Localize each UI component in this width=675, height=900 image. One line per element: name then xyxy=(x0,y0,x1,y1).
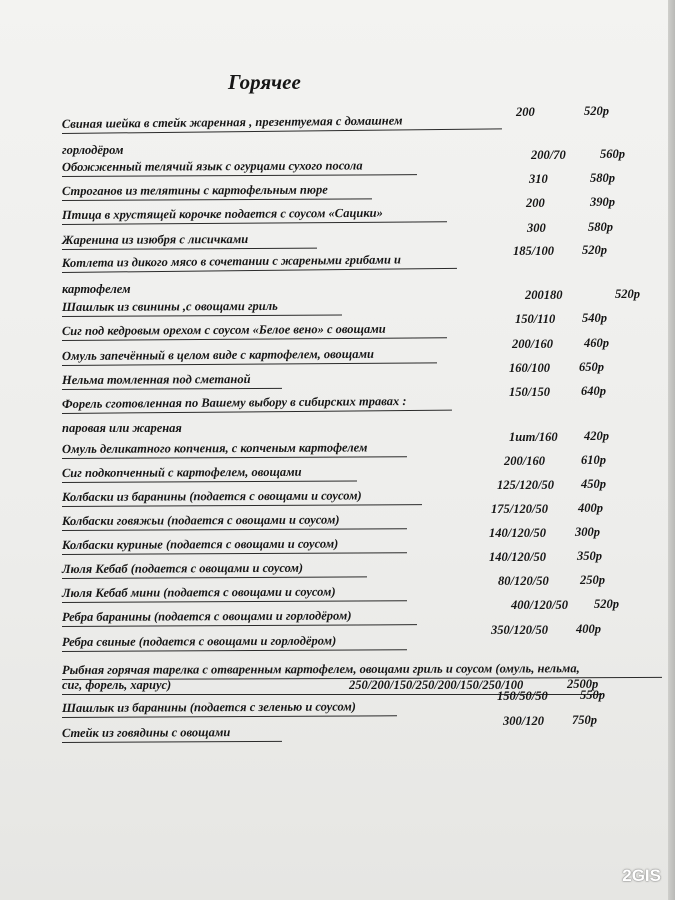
menu-item-portion: 200 xyxy=(516,105,535,119)
menu-item-portion: 150/50/50 xyxy=(497,689,548,703)
menu-item-price: 580р xyxy=(590,171,615,185)
menu-item-name: Омуль деликатного копчения, с копченым картофелем xyxy=(62,440,407,459)
menu-item-portion: 400/120/50 xyxy=(511,598,568,612)
watermark-logo: 2GIS xyxy=(622,866,661,885)
menu-item-portion: 350/120/50 xyxy=(491,623,548,637)
menu-item-price: 540р xyxy=(582,311,607,325)
menu-item-price: 520р xyxy=(615,287,640,301)
menu-item-portion: 200/70 xyxy=(531,148,566,162)
menu-item-name: Сиг под кедровым орехом с соусом «Белое вено» с овощами xyxy=(62,321,447,341)
menu-item-price: 650р xyxy=(579,360,604,374)
menu-item-name: Омуль запечённый в целом виде с картофелем, овощами xyxy=(62,346,437,366)
menu-item-price: 750р xyxy=(572,713,597,727)
menu-item-name: Колбаски говяжьи (подается с овощами и соусом) xyxy=(62,512,407,531)
menu-item-price: 420р xyxy=(584,429,609,443)
menu-item-price: 550р xyxy=(580,688,605,702)
menu-item-name: Нельма томленная под сметаной xyxy=(62,372,282,390)
menu-item-price: 520р xyxy=(582,243,607,257)
menu-item-price: 460р xyxy=(584,336,609,350)
menu-item-price: 610р xyxy=(581,453,606,467)
menu-item-name-continued: горлодёром xyxy=(62,143,124,157)
menu-item-price: 250р xyxy=(580,573,605,587)
menu-item-name: Жаренина из изюбря с лисичками xyxy=(62,232,317,250)
menu-item-name: Люля Кебаб мини (подается с овощами и соусом) xyxy=(62,584,407,603)
menu-item-portion: 300/120 xyxy=(503,714,544,728)
menu-item-portion: 200/160 xyxy=(504,454,545,468)
menu-item-portion: 200180 xyxy=(525,288,563,302)
menu-item-name: Колбаски из баранины (подается с овощами и соусом) xyxy=(62,488,422,507)
menu-item-portion: 310 xyxy=(529,172,548,186)
menu-item-name: Котлета из дикого мясо в сочетании с жареными грибами и xyxy=(62,252,457,273)
menu-item-name: Свиная шейка в стейк жаренная , презентуемая с домашнем xyxy=(62,112,502,134)
menu-item-name: Птица в хрустящей корочке подается с соусом «Сацики» xyxy=(62,205,447,225)
menu-item-name: Шашлык из баранины (подается с зеленью и соусом) xyxy=(62,699,397,718)
menu-item-name-continued: сиг, форель, хариус) xyxy=(62,678,602,695)
menu-item-name: Колбаски куриные (подается с овощами и соусом) xyxy=(62,536,407,555)
menu-item-price: 580р xyxy=(588,220,613,234)
menu-item-portion: 185/100 xyxy=(513,244,554,258)
menu-item-portion: 150/110 xyxy=(515,312,556,326)
menu-item-name: Рыбная горячая тарелка с отваренным картофелем, овощами гриль и соусом (омуль, нельма, xyxy=(62,661,662,680)
menu-item-portion: 140/120/50 xyxy=(489,550,546,564)
menu-item-price: 450р xyxy=(581,477,606,491)
menu-item-price: 400р xyxy=(578,501,603,515)
menu-item-portion: 80/120/50 xyxy=(498,574,549,588)
menu-item-price: 2500р xyxy=(567,677,599,691)
menu-item-name: Строганов из телятины с картофельным пюре xyxy=(62,182,372,201)
menu-item-price: 400р xyxy=(576,622,601,636)
menu-item-portion: 175/120/50 xyxy=(491,502,548,516)
menu-item-portion: 200 xyxy=(526,196,545,210)
page-edge xyxy=(668,0,675,900)
menu-item-name: Ребра баранины (подается с овощами и горлодёром) xyxy=(62,608,417,627)
menu-item-price: 520р xyxy=(594,597,619,611)
menu-item-portion: 200/160 xyxy=(512,337,553,351)
menu-item-name: Стейк из говядины с овощами xyxy=(62,725,282,743)
menu-item-name: Обожженный телячий язык с огурцами сухого посола xyxy=(62,158,417,177)
menu-item-name: Ребра свиные (подается с овощами и горлодёром) xyxy=(62,633,407,652)
menu-item-portion: 1шт/160 xyxy=(509,430,558,444)
menu-item-portion: 150/150 xyxy=(509,385,550,399)
menu-item-portion: 140/120/50 xyxy=(489,526,546,540)
menu-item-name: Сиг подкопченный с картофелем, овощами xyxy=(62,464,357,483)
menu-item-portion: 125/120/50 xyxy=(497,478,554,492)
menu-item-price: 560р xyxy=(600,147,625,161)
menu-item-price: 640р xyxy=(581,384,606,398)
menu-item-portion: 160/100 xyxy=(509,361,550,375)
menu-item-portion: 300 xyxy=(527,221,546,235)
menu-item-name: Форель сготовленная по Вашему выбору в сибирских травах : xyxy=(62,394,452,414)
page-title: Горячее xyxy=(228,70,301,94)
menu-item-price: 390р xyxy=(590,195,615,209)
menu-item-price: 520р xyxy=(584,104,609,118)
menu-item-price: 300р xyxy=(575,525,600,539)
menu-item-name-continued: паровая или жареная xyxy=(62,421,182,435)
menu-item-name: Шашлык из свинины ,с овощами гриль xyxy=(62,299,342,317)
menu-item-price: 350р xyxy=(577,549,602,563)
menu-item-portion: 250/200/150/250/200/150/250/100 xyxy=(349,678,524,692)
menu-item-name-continued: картофелем xyxy=(62,282,131,296)
menu-item-name: Люля Кебаб (подается с овощами и соусом) xyxy=(62,560,367,579)
